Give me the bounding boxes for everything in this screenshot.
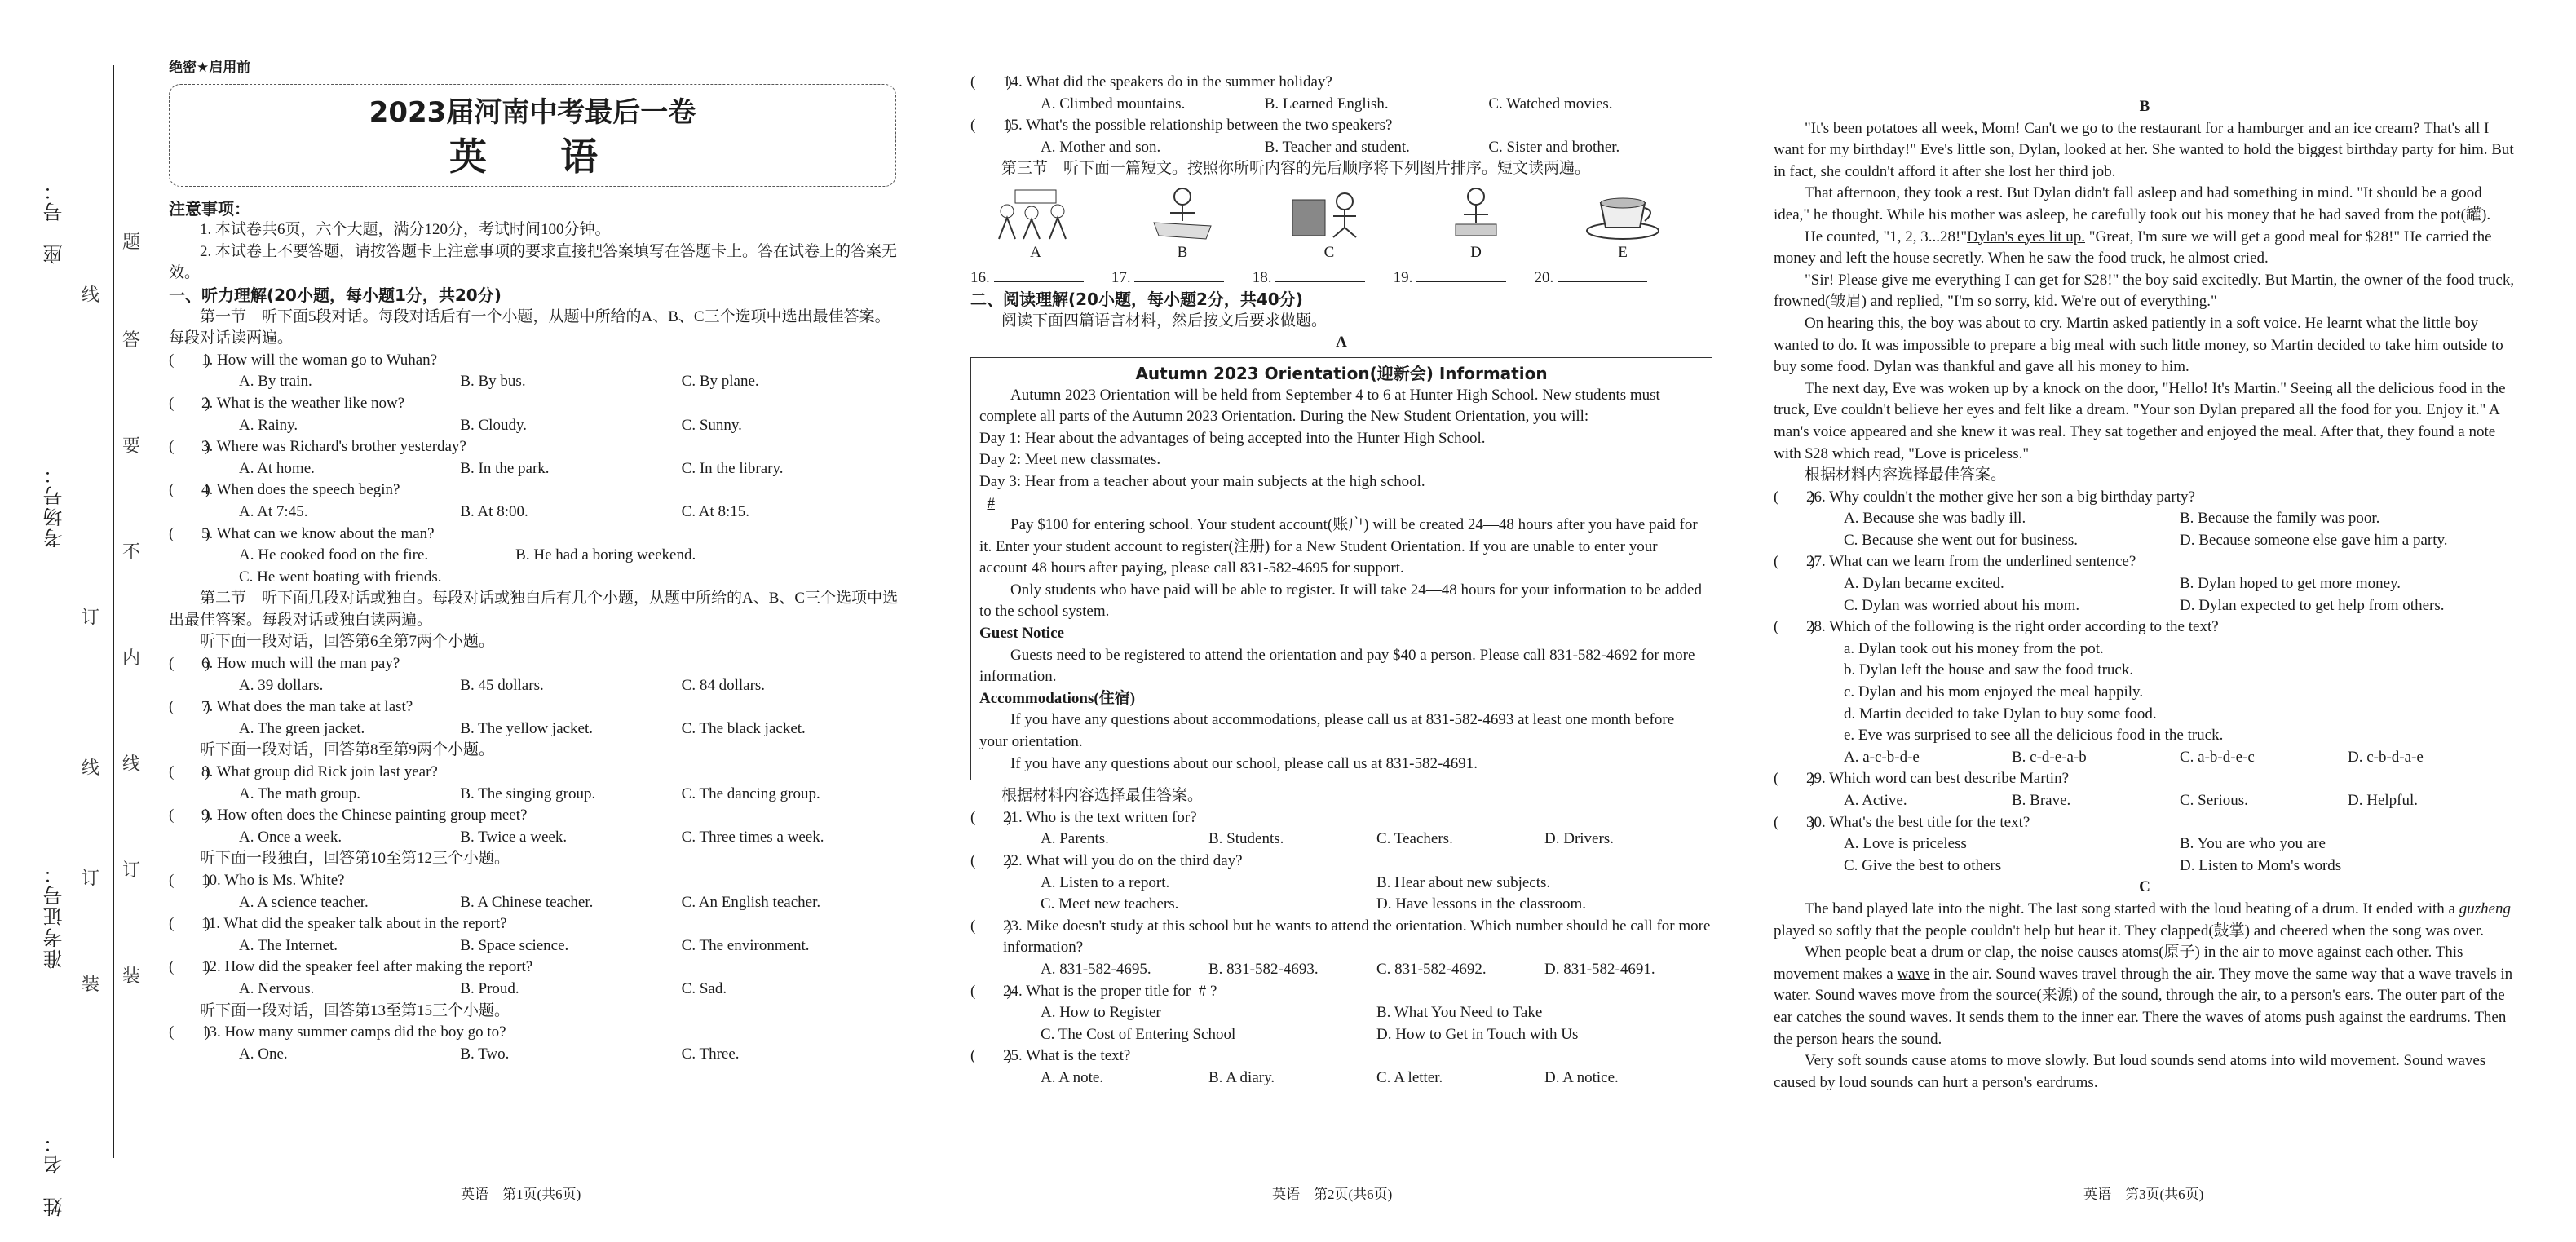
group-instruction: 听下面一段对话，回答第13至第15三个小题。 bbox=[200, 1001, 510, 1019]
schedule-day: Day 3: Hear from a teacher about your main subjects at the high school. bbox=[979, 472, 1425, 490]
paragraph: Only students who have paid will be able to register. It will take 24—48 hours for your information to be added to the school system. bbox=[979, 581, 1702, 621]
schedule-day: Day 2: Meet new classmates. bbox=[979, 451, 1161, 469]
question[interactable]: ( ) 22. What will you do on the third day? bbox=[970, 852, 1243, 869]
passage-label: A bbox=[1336, 334, 1347, 351]
notice-item: 1. 本试卷共6页，六个大题，满分120分，考试时间100分钟。 bbox=[200, 221, 611, 239]
binding-margin bbox=[0, 0, 155, 1242]
subject-title: 英 语 bbox=[449, 134, 616, 179]
paragraph: He counted, "1, 2, 3...28!"Dylan's eyes lit up. "Great, I'm sure we will get a good meal for $28!" He carried the money and left the house secretly. When he saw the food truck, he almost cried. bbox=[1774, 228, 2492, 267]
underlined-sentence: Dylan's eyes lit up. bbox=[1967, 228, 2085, 245]
page-footer: 英语 第2页(共6页) bbox=[1272, 1187, 1393, 1202]
confidential-mark: 绝密★启用前 bbox=[169, 60, 251, 76]
seal-line-char: 装 bbox=[82, 974, 100, 994]
picture-label: D bbox=[1470, 243, 1482, 261]
question[interactable]: ( ) 28. Which of the following is the right order according to the text? bbox=[1774, 618, 2219, 636]
page-2 bbox=[970, 72, 1712, 1090]
options: A. A science teacher. B. A Chinese teacher. C. An English teacher. bbox=[239, 893, 821, 911]
page-1 bbox=[169, 57, 903, 1065]
part-instruction: 第二节 听下面几段对话或独白。每段对话或独白后有几个小题，从题中所给的A、B、C三个选项中选出最佳答案。每段对话或独白读两遍。 bbox=[169, 590, 899, 629]
picture-d bbox=[1427, 185, 1525, 264]
subheading: Guest Notice bbox=[979, 625, 1064, 643]
options: A. One. B. Two. C. Three. bbox=[239, 1045, 740, 1063]
paragraph: The band played late into the night. The last song started with the loud beating of a drum. It ended with a guzheng played so softly that the people couldn't help but hear it. They clapped(鼓掌) and cheered when the song was over. bbox=[1774, 899, 2512, 939]
answer-blank[interactable]: 17. bbox=[1111, 267, 1225, 290]
paragraph: "It's been potatoes all week, Mom! Can't we go to the restaurant for a hamburger and an ice cream? That's all I want for my birthday!" Eve's little son, Dylan, looked at her. She wanted to hold the biggest birthday party for him. But in fact, she couldn't afford it after she lost her third job. bbox=[1774, 119, 2514, 180]
options: A. a-c-b-d-e B. c-d-e-a-b C. a-b-d-e-c D. c-b-d-a-e bbox=[1844, 748, 2424, 766]
schedule-day: Day 1: Hear about the advantages of being accepted into the Hunter High School. bbox=[979, 429, 1486, 447]
piano-player-icon bbox=[1284, 185, 1374, 242]
question[interactable]: ( ) 13. How many summer camps did the boy go to? bbox=[169, 1023, 506, 1041]
page-footer: 英语 第3页(共6页) bbox=[2083, 1187, 2204, 1202]
options: C. The Cost of Entering School D. How to Get in Touch with Us bbox=[1041, 1025, 1579, 1043]
answer-blanks bbox=[970, 267, 1647, 290]
admission-ticket-field[interactable]: 准考证号： bbox=[41, 758, 69, 969]
options: C. Dylan was worried about his mom. D. Dylan expected to get help from others. bbox=[1844, 596, 2445, 614]
question[interactable]: ( ) 12. How did the speaker feel after making the report? bbox=[169, 958, 533, 976]
options: A. The green jacket. B. The yellow jacket. C. The black jacket. bbox=[239, 719, 806, 737]
missing-title: # bbox=[987, 494, 995, 512]
options: A. Because she was badly ill. B. Because the family was poor. bbox=[1844, 510, 2380, 528]
instruction: 根据材料内容选择最佳答案。 bbox=[1001, 787, 1204, 805]
paragraph: "Sir! Please give me everything I can get for $28!" the boy said excitedly. But Martin, the owner of the food truck, frowned(皱眉) and replied, "I'm so sorry, kid. We're out of everything." bbox=[1774, 271, 2515, 311]
options: A. Parents. B. Students. C. Teachers. D. Drivers. bbox=[1041, 830, 1614, 848]
answer-blank[interactable]: 18. bbox=[1253, 267, 1366, 290]
group-instruction: 听下面一段独白，回答第10至第12三个小题。 bbox=[200, 850, 510, 868]
option: C. He went boating with friends. bbox=[239, 568, 442, 586]
options: A. Once a week. B. Twice a week. C. Three times a week. bbox=[239, 828, 824, 846]
paragraph: If you have any questions about accommodations, please call us at 831-582-4693 at least one month before your orientation. bbox=[979, 711, 1675, 751]
options: C. Meet new teachers. D. Have lessons in the classroom. bbox=[1041, 895, 1586, 913]
options: A. How to Register B. What You Need to Take bbox=[1041, 1004, 1543, 1022]
title-box bbox=[169, 84, 896, 187]
sequence-item: b. Dylan left the house and saw the food truck. bbox=[1844, 661, 2134, 679]
passage-label: C bbox=[2139, 878, 2150, 896]
exam-room-field[interactable]: 考场号： bbox=[41, 359, 69, 548]
options: C. Give the best to others D. Listen to Mom's words bbox=[1844, 856, 2342, 874]
question[interactable]: ( ) 15. What's the possible relationship between the two speakers? bbox=[970, 117, 1393, 135]
seal-char: 线 bbox=[122, 754, 141, 774]
seal-char: 订 bbox=[122, 860, 141, 880]
question[interactable]: ( ) 24. What is the proper title for # ? bbox=[970, 982, 1217, 1000]
question[interactable]: ( ) 4. When does the speech begin? bbox=[169, 481, 400, 499]
paragraph: If you have any questions about our school, please call us at 831-582-4691. bbox=[1010, 754, 1478, 772]
notice-item: 2. 本试卷上不要答题，请按答题卡上注意事项的要求直接把答案填写在答题卡上。答在试卷上的答案无效。 bbox=[169, 242, 898, 282]
sequence-item: c. Dylan and his mom enjoyed the meal happily. bbox=[1844, 683, 2144, 701]
options: A. 39 dollars. B. 45 dollars. C. 84 dollars. bbox=[239, 676, 766, 694]
options: A. He cooked food on the fire. B. He had a boring weekend. bbox=[239, 546, 696, 564]
options: A. 831-582-4695. B. 831-582-4693. C. 831-582-4692. D. 831-582-4691. bbox=[1041, 960, 1655, 978]
name-field[interactable]: 姓 名： bbox=[41, 1028, 69, 1217]
options: A. Dylan became excited. B. Dylan hoped to get more money. bbox=[1844, 575, 2401, 593]
question[interactable]: ( ) 27. What can we learn from the underlined sentence? bbox=[1774, 553, 2136, 571]
page-3 bbox=[1774, 96, 2516, 1094]
question[interactable]: ( ) 6. How much will the man pay? bbox=[169, 655, 400, 673]
question[interactable]: ( ) 21. Who is the text written for? bbox=[970, 808, 1197, 826]
options: A. Love is priceless B. You are who you are bbox=[1844, 835, 2326, 853]
sequence-item: a. Dylan took out his money from the pot. bbox=[1844, 639, 2104, 657]
options: A. Mother and son. B. Teacher and student. C. Sister and brother. bbox=[1041, 138, 1620, 156]
subheading: Accommodations(住宿) bbox=[979, 689, 1136, 707]
answer-blank[interactable]: 19. bbox=[1394, 267, 1507, 290]
seal-char: 题 bbox=[122, 232, 141, 252]
picture-label: C bbox=[1323, 243, 1335, 261]
binding-line bbox=[113, 65, 114, 1158]
section-intro: 阅读下面四篇语言材料，然后按文后要求做题。 bbox=[1001, 312, 1328, 329]
students-group-icon bbox=[991, 185, 1080, 242]
seal-line-char: 订 bbox=[82, 868, 100, 888]
group-instruction: 听下面一段对话，回答第6至第7两个小题。 bbox=[200, 633, 495, 651]
answer-blank[interactable]: 16. bbox=[970, 267, 1084, 290]
child-eating-icon bbox=[1431, 185, 1521, 242]
options: A. At 7:45. B. At 8:00. C. At 8:15. bbox=[239, 502, 750, 520]
section-heading: 二、阅读理解(20小题，每小题2分，共40分) bbox=[970, 290, 1303, 310]
question[interactable]: ( ) 10. Who is Ms. White? bbox=[169, 872, 345, 889]
options: A. Climbed mountains. B. Learned English. C. Watched movies. bbox=[1041, 95, 1613, 113]
seal-char: 不 bbox=[122, 541, 141, 562]
picture-c bbox=[1280, 185, 1378, 264]
student-desk-icon bbox=[1138, 185, 1227, 242]
question[interactable]: ( ) 7. What does the man take at last? bbox=[169, 698, 413, 716]
seal-char: 装 bbox=[122, 966, 141, 986]
paragraph: Pay $100 for entering school. Your student account(账户) will be created 24—48 hours after you have paid for it. Enter your student account to register(注册) for a New Student Orientation. If you are unable to enter your account 48 hours after paying, please call 831-582-4695 for support. bbox=[979, 516, 1698, 577]
paragraph: Very soft sounds cause atoms to move slowly. But loud sounds send atoms into wild movement. Sound waves caused by loud sounds can hurt a person's eardrums. bbox=[1774, 1052, 2486, 1091]
picture-label: E bbox=[1618, 243, 1628, 261]
picture-b bbox=[1133, 185, 1231, 264]
sequence-item: d. Martin decided to take Dylan to buy some food. bbox=[1844, 705, 2157, 723]
question[interactable]: ( ) 25. What is the text? bbox=[970, 1047, 1131, 1065]
options: C. Because she went out for business. D. Because someone else gave him a party. bbox=[1844, 531, 2448, 549]
notice-box-title: Autumn 2023 Orientation(迎新会) Information bbox=[1135, 363, 1548, 383]
question[interactable]: ( ) 23. Mike doesn't study at this school but he wants to attend the orientation. Which number should he call for more information? bbox=[970, 917, 1711, 957]
notice-box bbox=[970, 357, 1712, 780]
question[interactable]: ( ) 3. Where was Richard's brother yesterday? bbox=[169, 438, 466, 456]
question[interactable]: ( ) 30. What's the best title for the text? bbox=[1774, 813, 2030, 831]
group-instruction: 听下面一段对话，回答第8至第9两个小题。 bbox=[200, 741, 495, 759]
options: A. The Internet. B. Space science. C. The environment. bbox=[239, 936, 810, 954]
picture-e bbox=[1574, 185, 1672, 264]
question[interactable]: ( ) 14. What did the speakers do in the summer holiday? bbox=[970, 73, 1332, 91]
paragraph: The next day, Eve was woken up by a knock on the door, "Hello! It's Martin." Seeing all the delicious food in the truck, Eve couldn't believe her eyes and felt like a dream. "Your son Dylan prepared all the food for you. Enjoy it." A man's voice appeared and she knew it was real. They sat together and enjoyed the meal. After that, they found a note with $28 which read, "Love is priceless." bbox=[1774, 379, 2506, 462]
exam-title: 2023届河南中考最后一卷 bbox=[369, 95, 696, 129]
section-heading: 一、听力理解(20小题，每小题1分，共20分) bbox=[169, 285, 502, 305]
options: A. At home. B. In the park. C. In the library. bbox=[239, 459, 784, 477]
options: A. The math group. B. The singing group. C. The dancing group. bbox=[239, 785, 820, 802]
part-instruction: 第三节 听下面一篇短文。按照你所听内容的先后顺序将下列图片排序。短文读两遍。 bbox=[1001, 160, 1591, 178]
passage-label: B bbox=[2139, 98, 2150, 115]
instruction: 根据材料内容选择最佳答案。 bbox=[1805, 466, 2007, 484]
options: A. Active. B. Brave. C. Serious. D. Helpful. bbox=[1844, 792, 2419, 809]
answer-blank[interactable]: 20. bbox=[1535, 267, 1648, 290]
notice-title: 注意事项： bbox=[169, 198, 250, 219]
options: A. Listen to a report. B. Hear about new subjects. bbox=[1041, 873, 1551, 891]
picture-row bbox=[970, 185, 1672, 264]
question[interactable]: ( ) 8. What group did Rick join last year? bbox=[169, 763, 438, 781]
picture-label: B bbox=[1177, 243, 1188, 261]
paragraph: Autumn 2023 Orientation will be held from September 4 to 6 at Hunter High School. New students must complete all parts of the Autumn 2023 Orientation. During the New Student Orientation, you will: bbox=[979, 386, 1660, 426]
paragraph: When people beat a drum or clap, the noise causes atoms(原子) in the air to move against each other. This movement makes a wave in the air. Sound waves travel through the air. They move the same way that a wave travels in water. Sound waves move from the source(来源) of the sound, through the air, to a person's ears. The outer part of the ear catches the sound waves. It sends them to the inner ear. There the waves of atoms push against the eardrums. Then the person hears the sound. bbox=[1774, 944, 2513, 1048]
question[interactable]: ( ) 1. How will the woman go to Wuhan? bbox=[169, 351, 438, 369]
question[interactable]: ( ) 26. Why couldn't the mother give her son a big birthday party? bbox=[1774, 488, 2195, 506]
question[interactable]: ( ) 2. What is the weather like now? bbox=[169, 394, 405, 412]
question[interactable]: ( ) 5. What can we know about the man? bbox=[169, 524, 435, 542]
paragraph: That afternoon, they took a rest. But Dylan didn't fall asleep and had something in mind. "It should be a good idea," he thought. While his mother was asleep, he carefully took out his money that he had saved from the pot(罐). bbox=[1774, 184, 2491, 223]
options: A. By train. B. By bus. C. By plane. bbox=[239, 373, 759, 391]
seal-char: 答 bbox=[122, 329, 141, 350]
cup-icon bbox=[1578, 185, 1668, 242]
seal-line-char: 线 bbox=[82, 285, 100, 305]
paragraph: Guests need to be registered to attend the orientation and pay $40 a person. Please call 831-582-4692 for more information. bbox=[979, 646, 1695, 686]
seat-number-field[interactable]: 座 号： bbox=[41, 75, 69, 264]
page-footer: 英语 第1页(共6页) bbox=[461, 1187, 581, 1202]
paragraph: On hearing this, the boy was about to cry. Martin asked patiently in a soft voice. He learnt what the little boy wanted to do. It was impossible to prepare a big meal with such little money, so Martin decided to take him outside to buy some food. Dylan was thankful and gave all his money to him. bbox=[1774, 314, 2503, 376]
seal-char: 要 bbox=[122, 435, 141, 456]
seal-char: 内 bbox=[122, 648, 141, 668]
sequence-item: e. Eve was surprised to see all the delicious food in the truck. bbox=[1844, 727, 2224, 745]
options: A. Rainy. B. Cloudy. C. Sunny. bbox=[239, 416, 742, 434]
picture-label: A bbox=[1030, 243, 1041, 261]
options: A. A note. B. A diary. C. A letter. D. A notice. bbox=[1041, 1068, 1619, 1086]
question[interactable]: ( ) 11. What did the speaker talk about in the report? bbox=[169, 915, 507, 933]
picture-a bbox=[987, 185, 1085, 264]
seal-line-char: 线 bbox=[82, 758, 100, 778]
question[interactable]: ( ) 29. Which word can best describe Martin? bbox=[1774, 770, 2070, 788]
seal-line-char: 订 bbox=[82, 607, 100, 627]
options: A. Nervous. B. Proud. C. Sad. bbox=[239, 979, 727, 997]
question[interactable]: ( ) 9. How often does the Chinese painting group meet? bbox=[169, 807, 528, 824]
part-instruction: 第一节 听下面5段对话。每段对话后有一个小题，从题中所给的A、B、C三个选项中选出最佳答案。每段对话读两遍。 bbox=[169, 307, 890, 347]
